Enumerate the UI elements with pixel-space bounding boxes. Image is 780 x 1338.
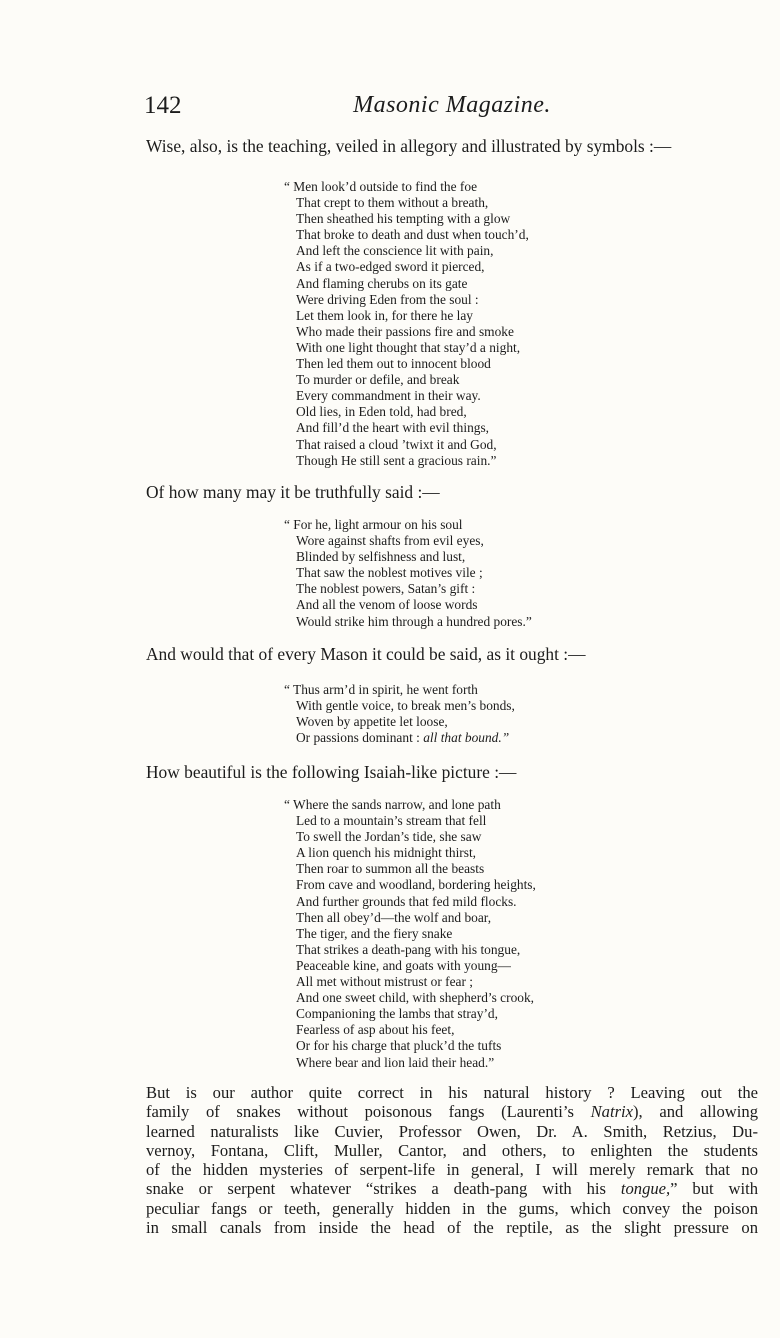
section-intro: How beautiful is the following Isaiah-like picture :— <box>146 762 517 782</box>
poem-line: Then led them out to innocent blood <box>296 356 491 372</box>
poem-line: Then sheathed his tempting with a glow <box>296 211 511 227</box>
body-text: snake or serpent whatever “strikes a death-pang with his <box>146 1179 621 1199</box>
poem-line: Peaceable kine, and goats with young— <box>296 957 511 973</box>
body-line <box>146 1102 758 1121</box>
poem-line: And left the conscience lit with pain, <box>296 243 494 259</box>
poem-line: And flaming cherubs on its gate <box>296 275 468 291</box>
poem-line: That crept to them without a breath, <box>296 195 489 211</box>
poem-stanza <box>284 179 529 469</box>
poem-line: The noblest powers, Satan’s gift : <box>296 581 476 597</box>
poem-line-text: Or passions dominant : <box>296 730 424 746</box>
poem-line: Were driving Eden from the soul : <box>296 291 479 307</box>
section-intro: Of how many may it be truthfully said :— <box>146 482 440 502</box>
poem-line: And fill’d the heart with evil things, <box>296 420 490 436</box>
poem-line: From cave and woodland, bordering heights, <box>296 877 536 893</box>
poem-stanza <box>284 517 532 630</box>
poem-line: “ For he, light armour on his soul <box>284 517 463 532</box>
body-text: ” but with <box>670 1179 758 1199</box>
poem-line: That raised a cloud ’twixt it and God, <box>296 436 497 452</box>
section-intro: Wise, also, is the teaching, veiled in allegory and illustrated by symbols :— <box>146 136 672 156</box>
poem-line: Would strike him through a hundred pores.” <box>296 613 532 629</box>
poem-stanza <box>284 682 515 746</box>
poem-line: Or for his charge that pluck’d the tufts <box>296 1038 502 1054</box>
body-paragraph <box>146 1083 758 1237</box>
page-number: 142 <box>144 92 182 119</box>
poem-line: Though He still sent a gracious rain.” <box>296 452 497 468</box>
body-line <box>146 1179 758 1198</box>
body-line: vernoy, Fontana, Clift, Muller, Cantor, and others, to enlighten the students <box>146 1140 758 1160</box>
poem-line: “ Men look’d outside to find the foe <box>284 179 478 194</box>
running-title: Masonic Magazine. <box>353 92 551 118</box>
poem-line: To murder or defile, and break <box>296 372 460 388</box>
poem-line: Led to a mountain’s stream that fell <box>296 813 487 829</box>
body-line: of the hidden mysteries of serpent-life in general, I will merely remark that no <box>146 1160 758 1180</box>
poem-stanza <box>284 797 536 1071</box>
poem-line: Then all obey’d—the wolf and boar, <box>296 909 492 925</box>
body-line: But is our author quite correct in his natural history ? Leaving out the <box>146 1083 758 1102</box>
poem-line: Fearless of asp about his feet, <box>296 1022 455 1038</box>
poem-line: Where bear and lion laid their head.” <box>296 1054 495 1070</box>
body-italic: Natrix <box>590 1102 634 1122</box>
poem-line <box>284 730 515 746</box>
poem-line: With gentle voice, to break men’s bonds, <box>296 698 515 714</box>
poem-line: Then roar to summon all the beasts <box>296 861 485 877</box>
poem-line: The tiger, and the fiery snake <box>296 925 453 941</box>
body-line: peculiar fangs or teeth, generally hidden in the gums, which convey the poison <box>146 1198 758 1218</box>
poem-line-italic: all that bound.” <box>423 730 510 746</box>
body-text: ), and allowing <box>633 1102 758 1122</box>
body-text: family of snakes without poisonous fangs (Laurenti’s <box>146 1102 591 1122</box>
poem-line: And further grounds that fed mild flocks. <box>296 893 517 909</box>
poem-line: Every commandment in their way. <box>296 388 481 404</box>
poem-line: “ Thus arm’d in spirit, he went forth <box>284 682 478 697</box>
page-header <box>144 92 760 126</box>
poem-line: Let them look in, for there he lay <box>296 307 473 323</box>
poem-line: As if a two-edged sword it pierced, <box>296 259 485 275</box>
poem-line: Who made their passions fire and smoke <box>296 323 514 339</box>
body-line: in small canals from inside the head of the reptile, as the slight pressure on <box>146 1218 758 1238</box>
poem-line: To swell the Jordan’s tide, she saw <box>296 829 482 845</box>
body-italic: tongue, <box>620 1179 671 1199</box>
poem-line: That strikes a death-pang with his tongue, <box>296 941 521 957</box>
poem-line: That broke to death and dust when touch’d, <box>296 227 529 243</box>
poem-line: Companioning the lambs that stray’d, <box>296 1006 498 1022</box>
poem-line: Blinded by selfishness and lust, <box>296 549 466 565</box>
poem-line: Old lies, in Eden told, had bred, <box>296 404 467 420</box>
poem-line: And one sweet child, with shepherd’s crook, <box>296 990 535 1006</box>
poem-line: Wore against shafts from evil eyes, <box>296 533 484 549</box>
poem-line: That saw the noblest motives vile ; <box>296 565 483 581</box>
poem-line: All met without mistrust or fear ; <box>296 974 474 990</box>
poem-line: A lion quench his midnight thirst, <box>296 845 477 861</box>
poem-line: Woven by appetite let loose, <box>296 714 448 730</box>
poem-line: “ Where the sands narrow, and lone path <box>284 797 501 812</box>
poem-line: And all the venom of loose words <box>296 597 478 613</box>
body-line: learned naturalists like Cuvier, Professor Owen, Dr. A. Smith, Retzius, Du- <box>146 1121 758 1141</box>
section-intro: And would that of every Mason it could be said, as it ought :— <box>146 644 586 664</box>
poem-line: With one light thought that stay’d a night, <box>296 339 521 355</box>
